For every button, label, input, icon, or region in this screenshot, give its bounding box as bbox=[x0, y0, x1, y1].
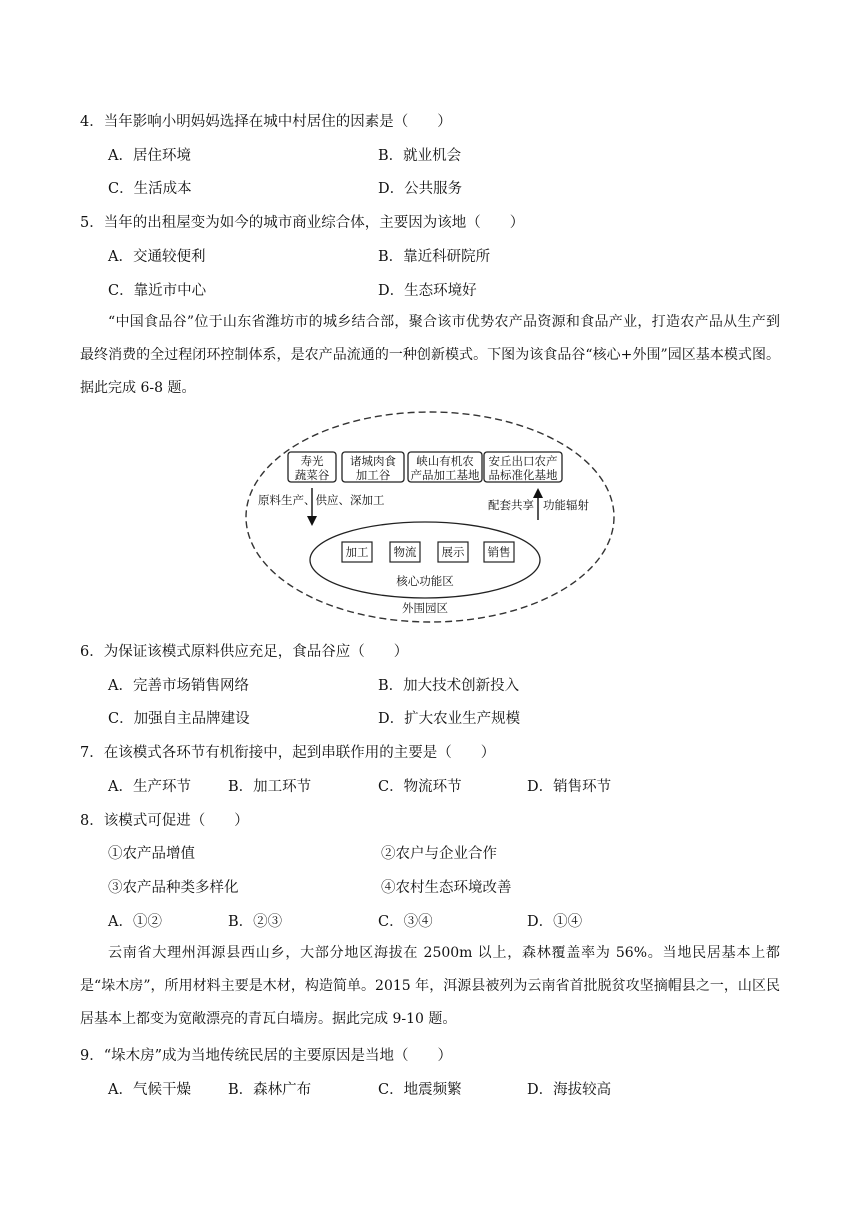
q4-option-d: D．公共服务 bbox=[378, 181, 463, 197]
question-6-stem: 6．为保证该模式原料供应充足，食品谷应（ ） bbox=[80, 644, 409, 660]
q4-option-a: A．居住环境 bbox=[108, 148, 191, 164]
q6-option-a: A．完善市场销售网络 bbox=[108, 678, 249, 694]
q8-item-4: ④农村生态环境改善 bbox=[381, 880, 512, 896]
core-area-label: 核心功能区 bbox=[396, 574, 454, 588]
outer-park-ellipse bbox=[246, 412, 614, 622]
q8-option-a: A．①② bbox=[108, 914, 162, 930]
q7-option-c: C．物流环节 bbox=[378, 779, 462, 795]
svg-text:峡山有机农: 峡山有机农 bbox=[416, 454, 474, 468]
q8-item-1: ①农产品增值 bbox=[108, 846, 195, 862]
right-arrow-label-1: 配套共享 bbox=[488, 498, 534, 512]
core-box-display bbox=[438, 542, 468, 562]
q6-option-d: D．扩大农业生产规模 bbox=[378, 711, 521, 727]
question-8-stem: 8．该模式可促进（ ） bbox=[80, 813, 249, 829]
outer-box-zhucheng bbox=[342, 452, 404, 482]
question-9-stem: 9．“垛木房”成为当地传统民居的主要原因是当地（ ） bbox=[80, 1048, 453, 1064]
svg-text:销售: 销售 bbox=[487, 545, 511, 559]
q9-option-c: C．地震频繁 bbox=[378, 1082, 462, 1098]
outer-box-shouguang bbox=[288, 452, 336, 482]
svg-text:诸城肉食: 诸城肉食 bbox=[350, 454, 396, 468]
question-5-stem: 5．当年的出租屋变为如今的城市商业综合体，主要因为该地（ ） bbox=[80, 215, 525, 231]
q9-option-d: D．海拔较高 bbox=[527, 1082, 612, 1098]
q4-option-b: B．就业机会 bbox=[378, 148, 462, 164]
right-arrow-label-2: 功能辐射 bbox=[543, 498, 589, 512]
left-arrow-label: 原料生产、供应、深加工 bbox=[258, 493, 385, 507]
q5-option-a: A．交通较便利 bbox=[108, 249, 206, 265]
core-box-processing bbox=[342, 542, 372, 562]
svg-text:蔬菜谷: 蔬菜谷 bbox=[294, 468, 330, 482]
question-4-stem: 4．当年影响小明妈妈选择在城中村居住的因素是（ ） bbox=[80, 114, 452, 130]
q8-option-c: C．③④ bbox=[378, 914, 433, 930]
question-7-stem: 7．在该模式各环节有机衔接中，起到串联作用的主要是（ ） bbox=[80, 745, 496, 761]
q8-option-d: D．①④ bbox=[527, 914, 583, 930]
up-arrow bbox=[533, 488, 543, 520]
outer-box-xiashan bbox=[408, 452, 482, 482]
q7-option-a: A．生产环节 bbox=[108, 779, 191, 795]
svg-text:安丘出口农产: 安丘出口农产 bbox=[488, 454, 558, 468]
core-box-logistics bbox=[390, 542, 420, 562]
outer-park-label: 外围园区 bbox=[402, 601, 448, 615]
q5-option-c: C．靠近市中心 bbox=[108, 283, 207, 299]
q7-option-d: D．销售环节 bbox=[527, 779, 612, 795]
svg-text:展示: 展示 bbox=[441, 545, 465, 559]
svg-text:加工谷: 加工谷 bbox=[355, 468, 391, 482]
q4-option-c: C．生活成本 bbox=[108, 181, 192, 197]
svg-text:加工: 加工 bbox=[345, 545, 369, 559]
q7-option-b: B．加工环节 bbox=[228, 779, 312, 795]
svg-text:产品加工基地: 产品加工基地 bbox=[410, 468, 480, 482]
q6-option-c: C．加强自主品牌建设 bbox=[108, 711, 250, 727]
outer-box-anqiu bbox=[484, 452, 562, 482]
q9-option-b: B．森林广布 bbox=[228, 1082, 312, 1098]
passage-duomufang: 云南省大理州洱源县西山乡，大部分地区海拔在 2500m 以上，森林覆盖率为 56%。当地民居基本上都是“垛木房”，所用材料主要是木材，构造简单。2015 年，洱源县被列为云南省首批脱贫攻坚摘帽县之一，山区民居基本上都变为宽敞漂亮的青瓦白墙房。据此完成 9-10 题。 bbox=[80, 945, 780, 1027]
svg-text:寿光: 寿光 bbox=[300, 454, 324, 468]
q8-item-2: ②农户与企业合作 bbox=[381, 846, 497, 862]
food-valley-diagram bbox=[240, 408, 620, 626]
passage-food-valley: “中国食品谷”位于山东省潍坊市的城乡结合部，聚合该市优势农产品资源和食品产业，打造农产品从生产到最终消费的全过程闭环控制体系，是农产品流通的一种创新模式。下图为该食品谷“核心+外围”园区基本模式图。据此完成 6-8 题。 bbox=[80, 314, 780, 396]
q5-option-b: B．靠近科研院所 bbox=[378, 249, 491, 265]
q5-option-d: D．生态环境好 bbox=[378, 283, 477, 299]
q8-item-3: ③农产品种类多样化 bbox=[108, 880, 239, 896]
q9-option-a: A．气候干燥 bbox=[108, 1082, 191, 1098]
q8-option-b: B．②③ bbox=[228, 914, 283, 930]
q6-option-b: B．加大技术创新投入 bbox=[378, 678, 520, 694]
svg-text:物流: 物流 bbox=[393, 545, 417, 559]
svg-text:品标准化基地: 品标准化基地 bbox=[488, 468, 558, 482]
core-box-sales bbox=[484, 542, 514, 562]
